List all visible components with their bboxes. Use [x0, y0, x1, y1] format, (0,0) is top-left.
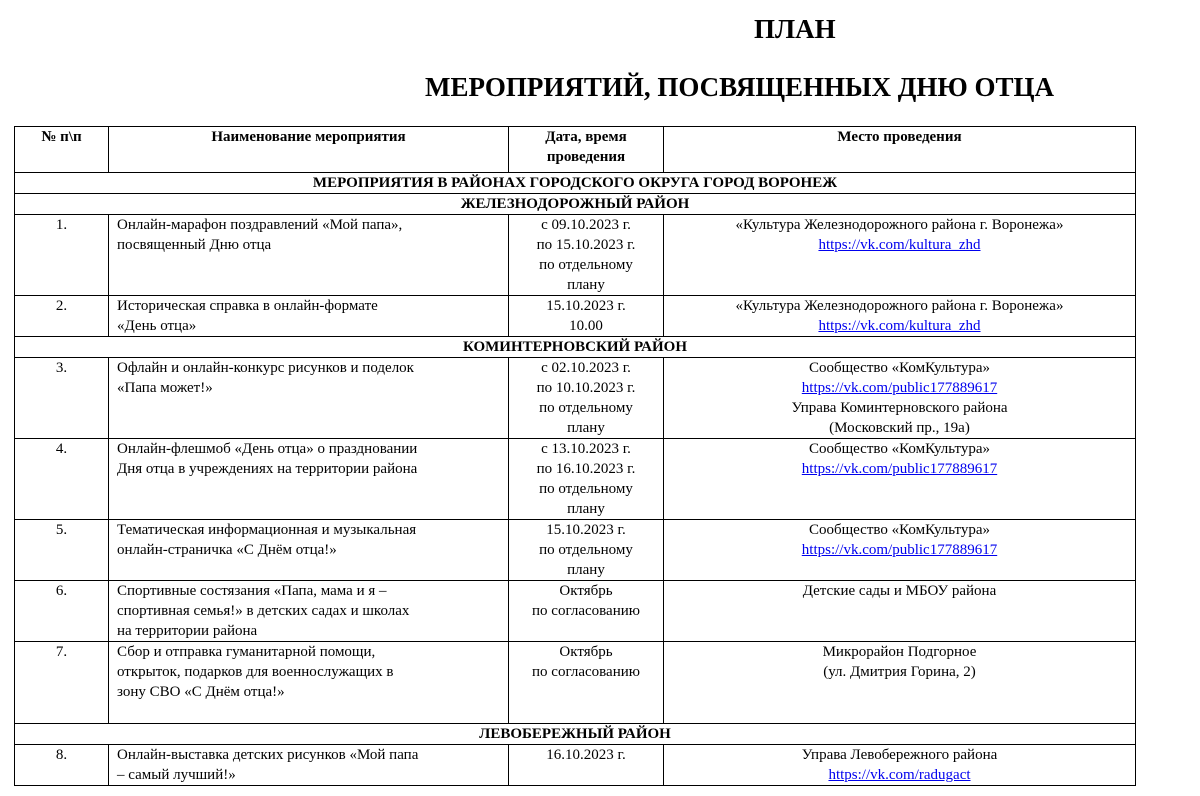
row-name-line: Спортивные состязания «Папа, мама и я – — [117, 583, 387, 599]
vk-link[interactable]: https://vk.com/public177889617 — [801, 380, 998, 396]
row-place — [664, 358, 1136, 439]
row-place-line: Сообщество «КомКультура» — [808, 360, 991, 376]
row-name-line: Онлайн-марафон поздравлений «Мой папа», — [117, 217, 403, 233]
header-place: Место проведения — [664, 127, 1136, 173]
table-row — [15, 745, 1136, 786]
row-place-line: «Культура Железнодорожного района г. Воронежа» — [735, 298, 1064, 314]
row-date-line: по 16.10.2023 г. — [536, 461, 636, 477]
header-date — [509, 127, 664, 173]
row-date-line: плану — [567, 501, 605, 517]
row-name — [109, 358, 509, 439]
row-num: 5. — [15, 520, 109, 581]
row-place — [664, 215, 1136, 296]
row-place-line: Сообщество «КомКультура» — [808, 441, 991, 457]
row-date — [509, 358, 664, 439]
row-date-line: по отдельному — [539, 542, 633, 558]
row-date — [509, 439, 664, 520]
row-name-line: онлайн-страничка «С Днём отца!» — [117, 542, 337, 558]
table-row — [15, 358, 1136, 439]
table-header-row — [15, 127, 1136, 173]
row-num: 3. — [15, 358, 109, 439]
row-name-line: «День отца» — [117, 318, 197, 334]
row-place-line: Управа Левобережного района — [801, 747, 998, 763]
row-place-line: «Культура Железнодорожного района г. Воронежа» — [735, 217, 1064, 233]
row-num: 2. — [15, 296, 109, 337]
row-date-line: по 15.10.2023 г. — [536, 237, 636, 253]
row-num: 4. — [15, 439, 109, 520]
row-date-line: по отдельному — [539, 400, 633, 416]
row-date — [509, 581, 664, 642]
table-row — [15, 439, 1136, 520]
row-date-line: по согласованию — [532, 603, 640, 619]
row-name-line: Дня отца в учреждениях на территории района — [117, 461, 418, 477]
row-date-line: по отдельному — [539, 257, 633, 273]
row-place-line: Управа Коминтерновского района — [791, 400, 1008, 416]
table-row — [15, 642, 1136, 724]
plan-subtitle: МЕРОПРИЯТИЙ, ПОСВЯЩЕННЫХ ДНЮ ОТЦА — [425, 72, 1054, 102]
table-row — [15, 296, 1136, 337]
row-date — [509, 642, 664, 724]
row-name — [109, 581, 509, 642]
row-date — [509, 296, 664, 337]
row-name-line: посвященный Дню отца — [117, 237, 272, 253]
row-place-line: Детские сады и МБОУ района — [802, 583, 997, 599]
row-num: 7. — [15, 642, 109, 724]
table-row — [15, 215, 1136, 296]
row-date-line: 16.10.2023 г. — [546, 747, 626, 763]
row-place-line: Сообщество «КомКультура» — [808, 522, 991, 538]
row-name — [109, 296, 509, 337]
row-name-line: открыток, подарков для военнослужащих в — [117, 664, 394, 680]
header-name: Наименование мероприятия — [109, 127, 509, 173]
row-date-line: по согласованию — [532, 664, 640, 680]
main-section-header: МЕРОПРИЯТИЯ В РАЙОНАХ ГОРОДСКОГО ОКРУГА ГОРОД ВОРОНЕЖ — [15, 173, 1136, 194]
row-name — [109, 520, 509, 581]
vk-link[interactable]: https://vk.com/kultura_zhd — [818, 318, 981, 334]
row-name-line: «Папа может!» — [117, 380, 213, 396]
row-date — [509, 520, 664, 581]
row-name-line: Офлайн и онлайн-конкурс рисунков и поделок — [117, 360, 414, 376]
row-name-line: зону СВО «С Днём отца!» — [117, 684, 285, 700]
row-name-line: спортивная семья!» в детских садах и школах — [117, 603, 410, 619]
row-date — [509, 745, 664, 786]
row-date-line: плану — [567, 562, 605, 578]
row-name — [109, 439, 509, 520]
section-header-komint: КОМИНТЕРНОВСКИЙ РАЙОН — [15, 337, 1136, 358]
row-name-line: – самый лучший!» — [117, 767, 236, 783]
row-date-line: Октябрь — [559, 583, 613, 599]
vk-link[interactable]: https://vk.com/kultura_zhd — [818, 237, 981, 253]
row-num: 1. — [15, 215, 109, 296]
row-date-line: 15.10.2023 г. — [546, 522, 626, 538]
row-date-line: Октябрь — [559, 644, 613, 660]
row-date-line: с 13.10.2023 г. — [541, 441, 631, 457]
row-place-line: (ул. Дмитрия Горина, 2) — [823, 664, 976, 680]
row-date-line: плану — [567, 277, 605, 293]
row-place — [664, 439, 1136, 520]
header-date-line2: проведения — [546, 149, 626, 165]
row-place — [664, 520, 1136, 581]
row-date-line: по отдельному — [539, 481, 633, 497]
row-date-line: 10.00 — [569, 318, 603, 334]
row-date-line: с 09.10.2023 г. — [541, 217, 631, 233]
row-name — [109, 745, 509, 786]
row-name — [109, 215, 509, 296]
table-row — [15, 520, 1136, 581]
header-num: № п\п — [15, 127, 109, 173]
row-name-line: Тематическая информационная и музыкальная — [117, 522, 417, 538]
section-header-levober: ЛЕВОБЕРЕЖНЫЙ РАЙОН — [15, 724, 1136, 745]
vk-link[interactable]: https://vk.com/radugact — [828, 767, 971, 783]
row-name-line: Историческая справка в онлайн-формате — [117, 298, 378, 314]
row-date-line: 15.10.2023 г. — [546, 298, 626, 314]
row-place — [664, 745, 1136, 786]
row-name-line: на территории района — [117, 623, 258, 639]
row-name-line: Сбор и отправка гуманитарной помощи, — [117, 644, 376, 660]
row-name-line: Онлайн-выставка детских рисунков «Мой папа — [117, 747, 419, 763]
row-place — [664, 581, 1136, 642]
row-place-line: Микрорайон Подгорное — [822, 644, 977, 660]
section-header-zhd: ЖЕЛЕЗНОДОРОЖНЫЙ РАЙОН — [15, 194, 1136, 215]
header-date-line1: Дата, время — [545, 129, 627, 145]
row-name-line: Онлайн-флешмоб «День отца» о праздновании — [117, 441, 418, 457]
table-row — [15, 581, 1136, 642]
vk-link[interactable]: https://vk.com/public177889617 — [801, 461, 998, 477]
row-date — [509, 215, 664, 296]
row-place — [664, 642, 1136, 724]
vk-link[interactable]: https://vk.com/public177889617 — [801, 542, 998, 558]
row-date-line: по 10.10.2023 г. — [536, 380, 636, 396]
plan-title: ПЛАН — [754, 14, 836, 44]
row-name — [109, 642, 509, 724]
events-table — [14, 126, 1136, 786]
row-date-line: с 02.10.2023 г. — [541, 360, 631, 376]
row-num: 8. — [15, 745, 109, 786]
row-place-line: (Московский пр., 19а) — [829, 420, 970, 436]
row-date-line: плану — [567, 420, 605, 436]
row-place — [664, 296, 1136, 337]
row-num: 6. — [15, 581, 109, 642]
